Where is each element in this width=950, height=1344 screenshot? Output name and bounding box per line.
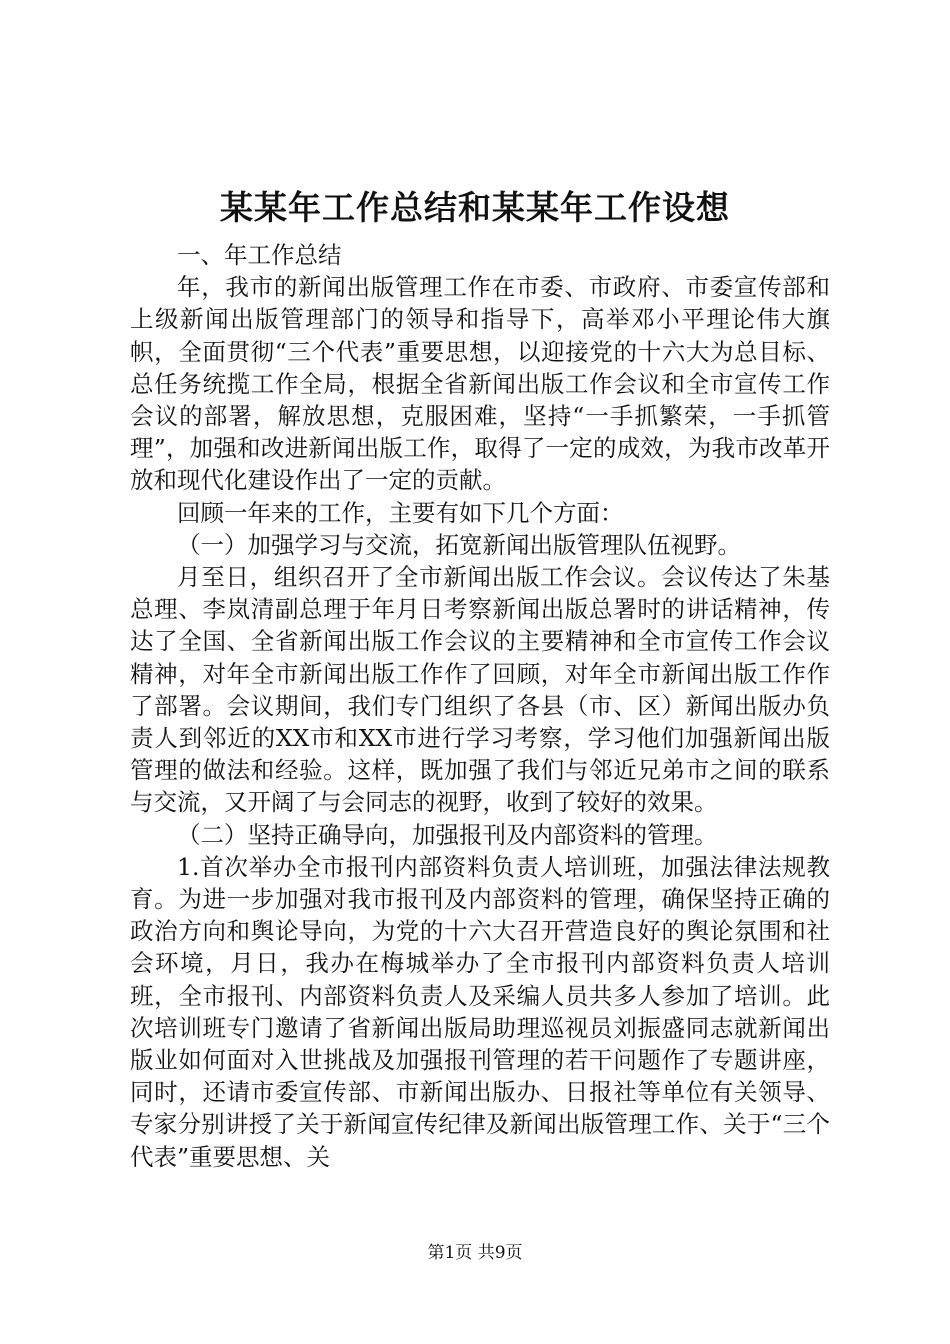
section-heading: 一、年工作总结 <box>177 241 342 269</box>
section-heading: （一）加强学习与交流，拓宽新闻出版管理队伍视野。 <box>177 530 741 559</box>
paragraph: 月至日，组织召开了全市新闻出版工作会议。会议传达了朱基总理、李岚清副总理于年月日考察新闻出版总署时的讲话精神，传达了全国、全省新闻出版工作会议的主要精神和全市宣传工作会议精神，对年全市新闻出版工作作了回顾，对年全市新闻出版工作作了部署。会议期间，我们专门组织了各县（市、区）新闻出版办负责人到邻近的XX市和XX市进行学习考察，学习他们加强新闻出版管理的做法和经验。这样，既加强了我们与邻近兄弟市之间的联系与交流，又开阔了与会同志的视野，收到了较好的效果。 <box>130 563 830 817</box>
paragraph: 回顾一年来的工作，主要有如下几个方面： <box>177 498 624 527</box>
paragraph: 年，我市的新闻出版管理工作在市委、市政府、市委宣传部和上级新闻出版管理部门的领导和指导下，高举邓小平理论伟大旗帜，全面贯彻“三个代表”重要思想，以迎接党的十六大为总目标、总任务统揽工作全局，根据全省新闻出版工作会议和全市宣传工作会议的部署，解放思想，克服困难，坚持“一手抓繁荣，一手抓管理”，加强和改进新闻出版工作，取得了一定的成效，为我市改革开放和现代化建设作出了一定的贡献。 <box>130 273 830 495</box>
page-footer: 第1页 共9页 <box>427 1243 523 1263</box>
paragraph: 1.首次举办全市报刊内部资料负责人培训班，加强法律法规教育。为进一步加强对我市报刊及内部资料的管理，确保坚持正确的政治方向和舆论导向，为党的十六大召开营造良好的舆论氛围和社会环境，月日，我办在梅城举办了全市报刊内部资料负责人培训班，全市报刊、内部资料负责人及采编人员共多人参加了培训。此次培训班专门邀请了省新闻出版局助理巡视员刘振盛同志就新闻出版业如何面对入世挑战及加强报刊管理的若干问题作了专题讲座，同时，还请市委宣传部、市新闻出版办、日报社等单位有关领导、专家分别讲授了关于新闻宣传纪律及新闻出版管理工作、关于“三个代表”重要思想、关 <box>130 852 830 1171</box>
document-title: 某某年工作总结和某某年工作设想 <box>220 188 730 227</box>
section-heading: （二）坚持正确导向，加强报刊及内部资料的管理。 <box>177 820 718 849</box>
document-body <box>130 239 830 1173</box>
